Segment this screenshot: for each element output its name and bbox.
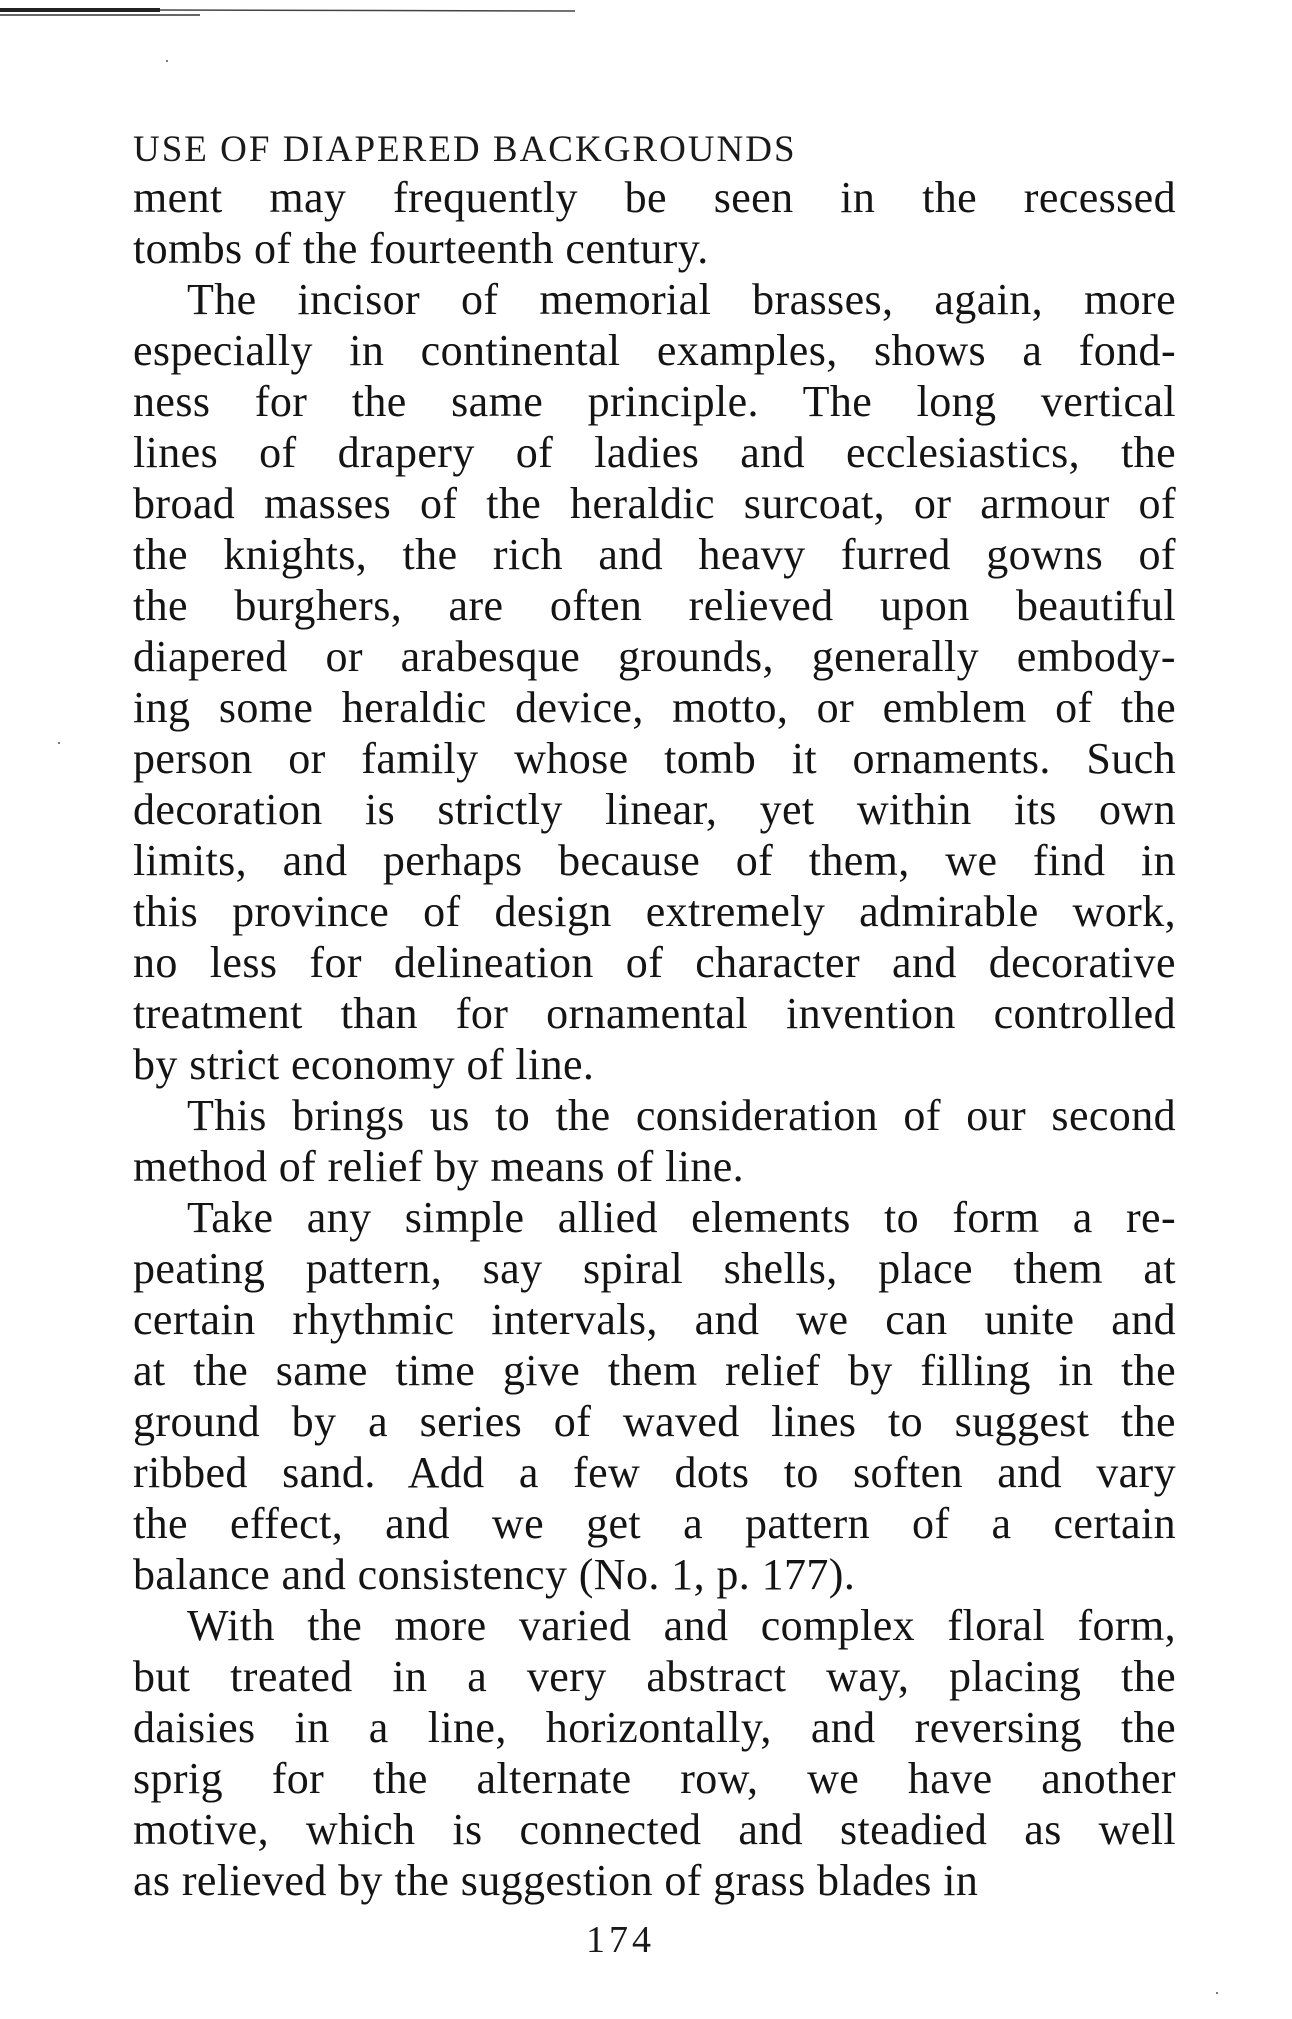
text-line: the effect, and we get a pattern of a certain [133,1499,1176,1548]
text-line: as relieved by the suggestion of grass blades in [133,1856,979,1905]
text-line: but treated in a very abstract way, placing the [133,1652,1176,1701]
scan-speck [58,742,60,744]
text-line: at the same time give them relief by filling in the [133,1346,1176,1395]
text-line: With the more varied and complex floral form, [187,1601,1176,1650]
scan-speck [1216,1992,1218,1994]
text-line: no less for delineation of character and decorative [133,938,1176,987]
text-line: daisies in a line, horizontally, and reversing the [133,1703,1176,1752]
text-line: This brings us to the consideration of our second [187,1091,1176,1140]
text-line: decoration is strictly linear, yet within its own [133,785,1176,834]
text-line: method of relief by means of line. [133,1142,745,1191]
text-line: certain rhythmic intervals, and we can unite and [133,1295,1176,1344]
top-rule-ornament [0,6,580,18]
text-line: the burghers, are often relieved upon beautiful [133,581,1176,630]
text-line: the knights, the rich and heavy furred gowns of [133,530,1176,579]
paragraph [133,172,1176,274]
text-line: limits, and perhaps because of them, we find in [133,836,1176,885]
text-line: ing some heraldic device, motto, or emblem of the [133,683,1176,732]
running-head: USE OF DIAPERED BACKGROUNDS [133,129,797,170]
scan-speck [166,60,168,62]
text-line: Take any simple allied elements to form a re- [187,1193,1176,1242]
text-line: lines of drapery of ladies and ecclesiastics, the [133,428,1176,477]
text-line: this province of design extremely admirable work, [133,887,1176,936]
text-line: diapered or arabesque grounds, generally embody- [133,632,1176,681]
text-line: ness for the same principle. The long vertical [133,377,1176,426]
text-line: tombs of the fourteenth century. [133,224,709,273]
page-number: 174 [586,1919,655,1961]
paragraph [133,1192,1176,1600]
text-line: treatment than for ornamental invention controlled [133,989,1176,1038]
body-text [133,172,1176,1906]
text-line: sprig for the alternate row, we have another [133,1754,1176,1803]
text-line: by strict economy of line. [133,1040,595,1089]
text-line: peating pattern, say spiral shells, place them at [133,1244,1176,1293]
text-line: balance and consistency (No. 1, p. 177). [133,1550,856,1599]
paragraph [133,274,1176,1090]
paragraph [133,1600,1176,1906]
text-line: motive, which is connected and steadied as well [133,1805,1176,1854]
text-line: The incisor of memorial brasses, again, more [187,275,1176,324]
text-line: especially in continental examples, shows a fond- [133,326,1176,375]
text-line: ground by a series of waved lines to suggest the [133,1397,1176,1446]
text-line: person or family whose tomb it ornaments. Such [133,734,1176,783]
book-page [133,128,1176,1906]
text-line: broad masses of the heraldic surcoat, or armour of [133,479,1176,528]
paragraph [133,1090,1176,1192]
text-line: ribbed sand. Add a few dots to soften and vary [133,1448,1176,1497]
text-line: ment may frequently be seen in the recessed [133,173,1176,222]
